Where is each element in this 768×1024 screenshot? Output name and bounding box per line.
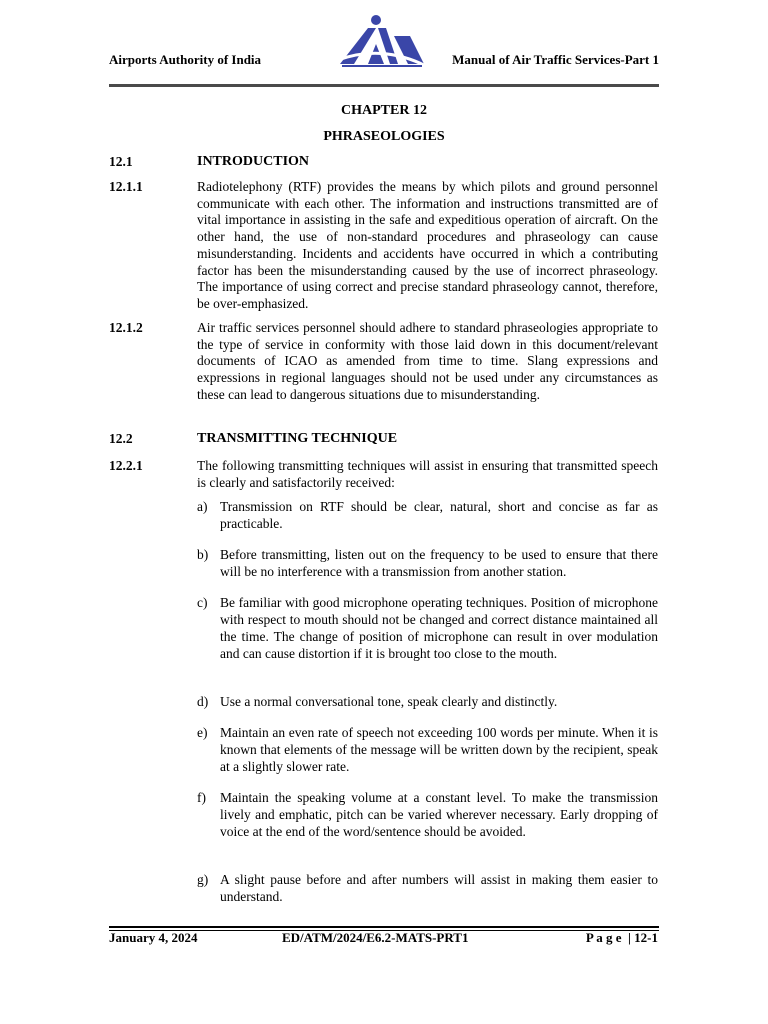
list-item-letter: c) (197, 595, 208, 610)
section-number: 12.2 (109, 431, 133, 446)
paragraph-number: 12.2.1 (109, 458, 143, 473)
list-item-text: A slight pause before and after numbers will assist in making them easier to understand. (220, 872, 658, 904)
list-item-text: Use a normal conversational tone, speak clearly and distinctly. (220, 694, 558, 709)
list-item-text: Transmission on RTF should be clear, natural, short and concise as far as practicable. (220, 499, 658, 531)
header-rule (109, 84, 659, 87)
paragraph-number: 12.1.2 (109, 320, 143, 335)
paragraph-text: The following transmitting techniques will assist in ensuring that transmitted speech is clearly and satisfactorily received: (197, 458, 658, 490)
paragraph-number: 12.1.1 (109, 179, 143, 194)
list-item-letter: d) (197, 694, 209, 709)
list-item-text: Before transmitting, listen out on the frequency to be used to ensure that there will be no interference with a transmission from another station. (220, 547, 658, 579)
footer-rule (109, 926, 659, 928)
aai-logo-icon (338, 14, 426, 70)
list-item-letter: a) (197, 499, 208, 514)
section-heading: INTRODUCTION (197, 154, 310, 169)
list-item-letter: g) (197, 872, 209, 887)
paragraph-text: Radiotelephony (RTF) provides the means by which pilots and ground personnel communicate with each other. The information and instructions transmitted are of vital importance in assisting in the safe and expeditious operation of aircraft. On the other hand, the use of non-standard procedures and phraseology can cause misunderstanding. Incidents and accidents have occurred in which a contributing factor has been the misunderstanding caused by the use of incorrect phraseology. The importance of using correct and precise standard phraseology cannot, therefore, be over-emphasized. (197, 179, 658, 311)
list-item-letter: e) (197, 725, 208, 740)
page-header (109, 14, 659, 82)
chapter-number: CHAPTER 12 (341, 103, 427, 118)
list-item-letter: f) (197, 790, 206, 805)
footer-document-ref: ED/ATM/2024/E6.2-MATS-PRT1 (282, 930, 469, 945)
chapter-title: PHRASEOLOGIES (323, 129, 445, 144)
header-manual-title: Manual of Air Traffic Services-Part 1 (452, 52, 659, 67)
list-item-text: Maintain an even rate of speech not exceeding 100 words per minute. When it is known that elements of the message will be written down by the recipient, speak at a slightly slower rate. (220, 725, 658, 774)
footer-page-number: P a g e | 12-1 (585, 930, 658, 945)
footer-date: January 4, 2024 (109, 930, 198, 945)
list-item-text: Be familiar with good microphone operating techniques. Position of microphone with respect to mouth should not be changed and correct distance maintained all the time. The change of position of microphone can result in over modulation and can cause distortion if it is brought too close to the mouth. (220, 595, 658, 661)
section-number: 12.1 (109, 154, 133, 169)
section-heading: TRANSMITTING TECHNIQUE (197, 431, 398, 446)
list-item-letter: b) (197, 547, 209, 562)
list-item-text: Maintain the speaking volume at a constant level. To make the transmission lively and emphatic, pitch can be varied wherever necessary. Early dropping of voice at the end of the word/sentence should be avoided. (220, 790, 658, 839)
paragraph-text: Air traffic services personnel should adhere to standard phraseologies appropriate to the type of service in conformity with those laid down in this document/relevant documents of ICAO as amended from time to time. Slang expressions and expressions in regional languages should not be used under any circumstances as these can lead to dangerous situations due to misunderstanding. (197, 320, 658, 402)
header-organization: Airports Authority of India (109, 52, 262, 67)
